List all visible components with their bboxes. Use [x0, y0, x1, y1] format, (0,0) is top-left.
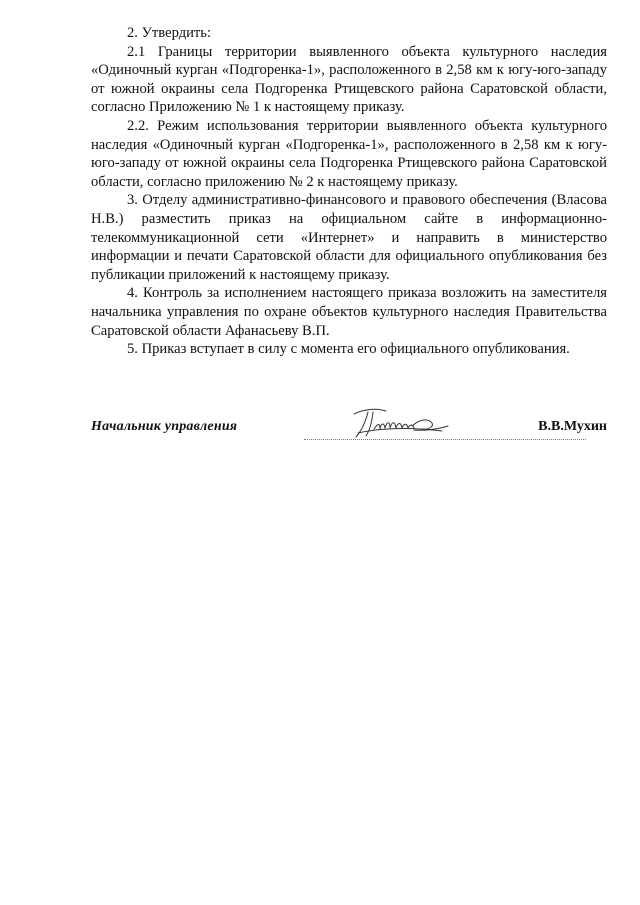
paragraph-2-2-usage-regime: 2.2. Режим использования территории выявленного объекта культурного наследия «Одиночный курган «Подгоренка-1», расположенного в 2,58 км к югу-юго-западу от южной окраины села Подгоренка Ртищевского района Саратовской области, согласно приложению № 2 к настоящему приказу. — [91, 117, 607, 190]
paragraph-3-publication: 3. Отделу административно-финансового и правового обеспечения (Власова Н.В.) разместить приказ на официальном сайте в информационно-телекоммуникационной сети «Интернет» и направить в министерство информации и печати Саратовской области для официального опубликования без публикации приложений к настоящему приказу. — [91, 192, 607, 283]
paragraph-2-1-boundaries: 2.1 Границы территории выявленного объекта культурного наследия «Одиночный курган «Подгоренка-1», расположенного в 2,58 км к югу-юго-западу от южной окраины села Подгоренка Ртищевского района Саратовской области, согласно Приложению № 1 к настоящему приказу. — [91, 43, 607, 116]
handwritten-signature — [346, 402, 466, 444]
signatory-position: Начальник управления — [91, 419, 238, 434]
paragraph-4-control: 4. Контроль за исполнением настоящего приказа возложить на заместителя начальника управления по охране объектов культурного наследия Правительства Саратовской области Афанасьеву В.П. — [91, 285, 607, 339]
signatory-name: В.В.Мухин — [538, 419, 607, 434]
signature-block — [91, 414, 607, 454]
paragraph-approve: 2. Утвердить: — [127, 25, 212, 41]
paragraph-5-effective-date: 5. Приказ вступает в силу с момента его официального опубликования. — [127, 341, 570, 358]
document-body — [91, 24, 607, 359]
